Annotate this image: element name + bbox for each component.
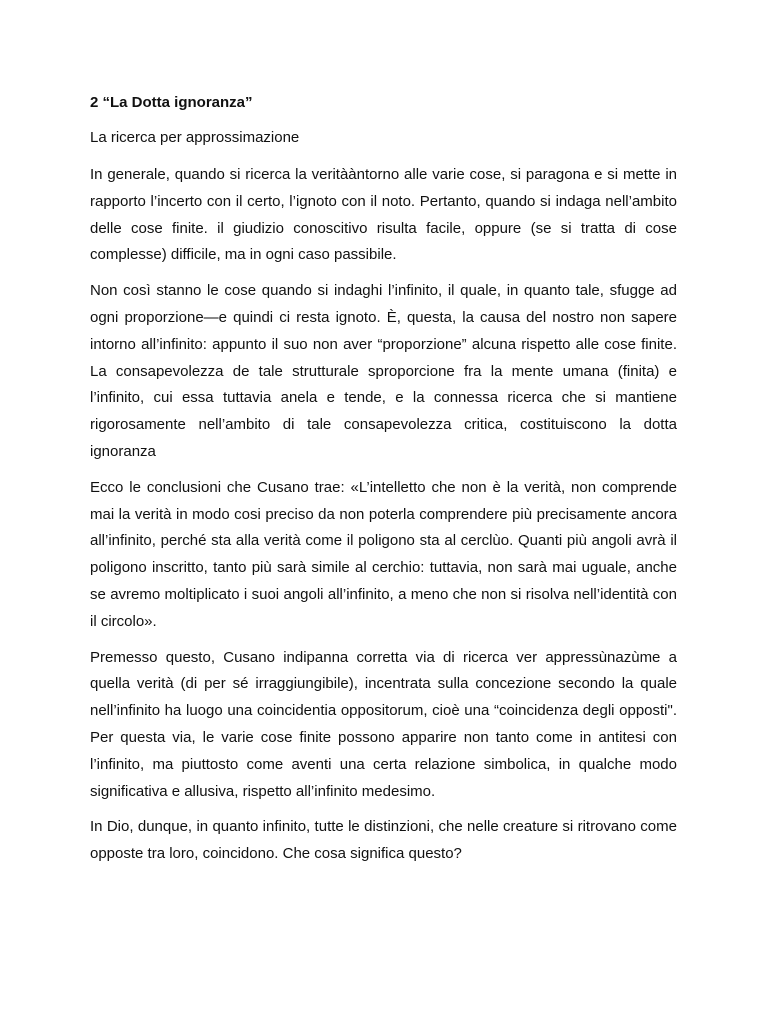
- paragraph-1: In generale, quando si ricerca la veritààntorno alle varie cose, si paragona e si mette in rapporto l’incerto con il certo, l’ignoto con il noto. Pertanto, quando si indaga nell’ambito delle cose finite. il giudizio conoscitivo risulta facile, oppure (se si tratta di cose complesse) difficile, ma in ogni caso passibile.: [90, 166, 677, 264]
- section-heading: 2 “La Dotta ignoranza”: [90, 94, 253, 111]
- section-subheading: La ricerca per approssimazione: [90, 129, 300, 146]
- paragraph-4: Premesso questo, Cusano indipanna corretta via di ricerca ver appressùnazùme a quella verità (di per sé irraggiungibile), incentrata sulla concezione secondo la quale nell’infinito ha luogo una coincidentia oppositorum, cioè una “coincidenza degli opposti". Per questa via, le varie cose finite possono apparire non tanto come in antitesi con l’infinito, ma piuttosto come aventi una certa relazione simbolica, in qualche modo significativa e allusiva, rispetto all’infinito medesimo.: [90, 648, 677, 800]
- paragraph-5: In Dio, dunque, in quanto infinito, tutte le distinzioni, che nelle creature si ritrovano come opposte tra loro, coincidono. Che cosa significa questo?: [90, 818, 677, 863]
- paragraph-3: Ecco le conclusioni che Cusano trae: «L’intelletto che non è la verità, non comprende mai la verità in modo cosi preciso da non poterla comprendere più precisamente ancora all’infinito, perché sta alla verità come il poligono sta al cerclùo. Quanti più angoli avrà il poligono inscritto, tanto più sarà simile al cerchio: tuttavia, non sarà mai uguale, anche se avremo moltiplicato i suoi angoli all’infinito, a meno che non si risolva nell’identità con il circolo».: [90, 478, 677, 630]
- paragraph-2: Non così stanno le cose quando si indaghi l’infinito, il quale, in quanto tale, sfugge ad ogni proporzione—e quindi ci resta ignoto. È, questa, la causa del nostro non sapere intorno all’infinito: appunto il suo non aver “proporzione” alcuna rispetto alle cose finite. La consapevolezza de tale strutturale sproporcione fra la mente umana (finita) e l’infinito, cui essa tuttavia anela e tende, e la connessa ricerca che si mantiene rigorosamente nell’ambito di tale consapevolezza critica, costituiscono la dotta ignoranza: [90, 282, 677, 460]
- document-page: [90, 92, 677, 877]
